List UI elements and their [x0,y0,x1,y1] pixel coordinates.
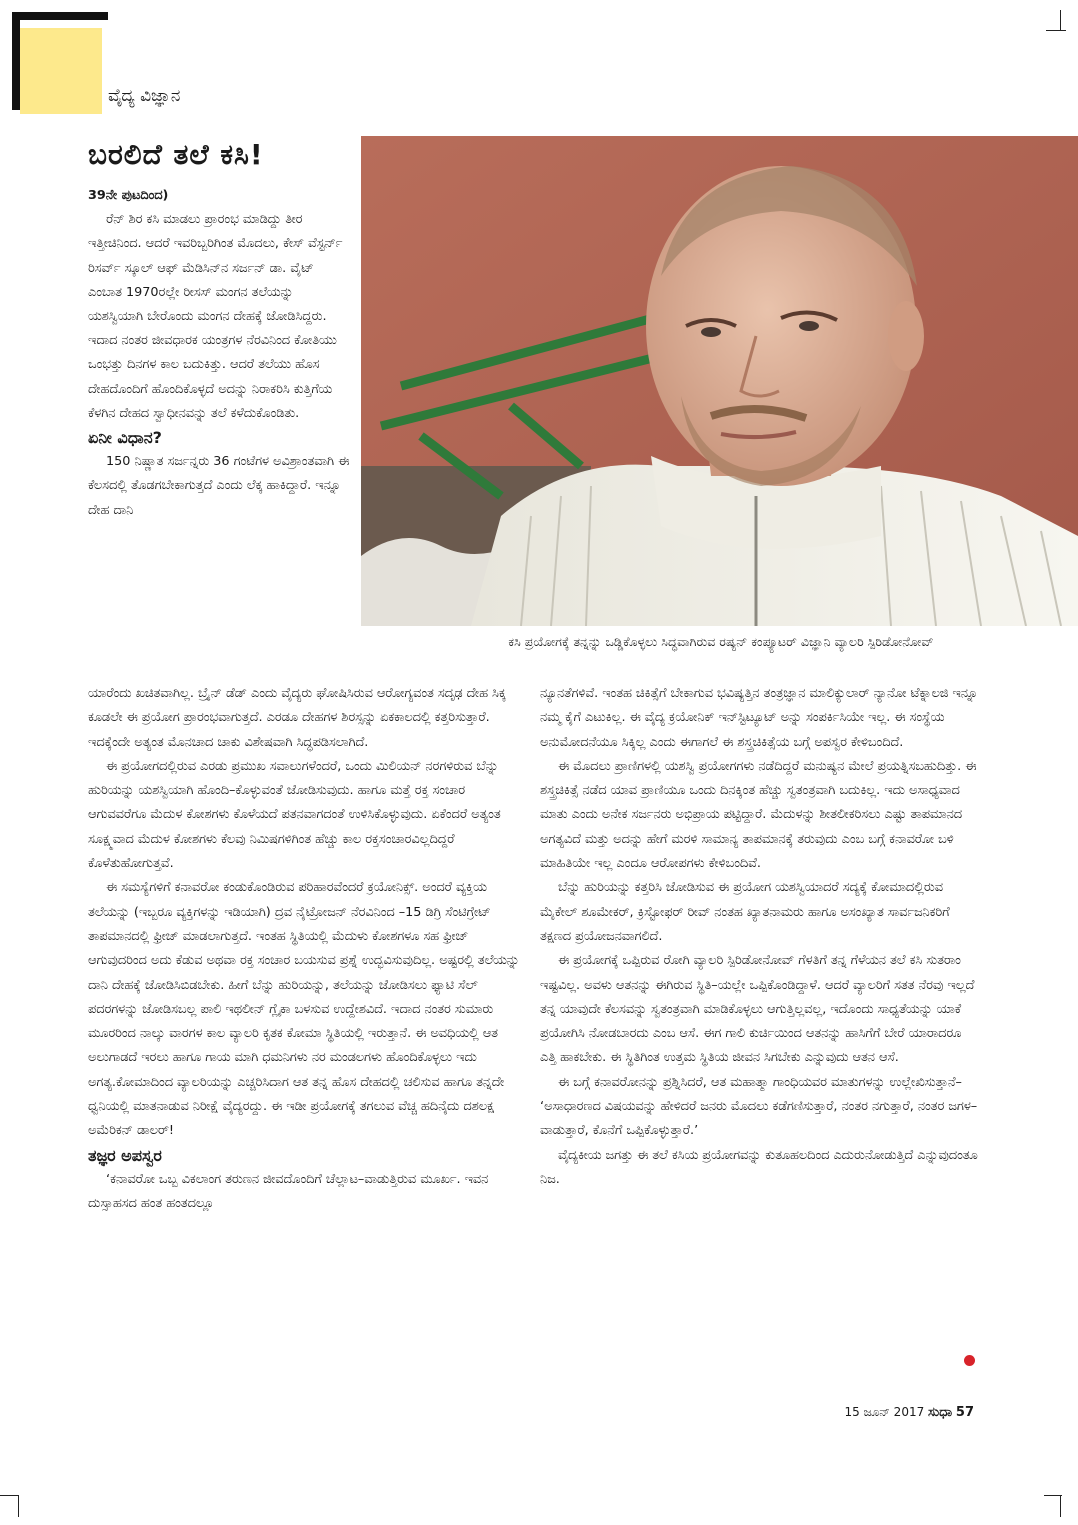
end-of-article-dot [964,1355,975,1366]
section-marker-bar [12,12,108,20]
section-marker-box [20,28,102,114]
subheading: ಏನೀ ವಿಧಾನ? [88,428,162,448]
paragraph: ನ್ಯೂನತೆಗಳಿವೆ. ಇಂತಹ ಚಿಕಿತ್ಸೆಗೆ ಬೇಕಾಗುವ ಭವಿಷ್ಯತ್ತಿನ ತಂತ್ರಜ್ಞಾನ ಮಾಲಿಕ್ಯುಲಾರ್ ನ್ಯಾನೋ ಟೆಕ್ನಾಲಜಿ ಇನ್ನೂ ನಮ್ಮ ಕೈಗೆ ಎಟುಕಿಲ್ಲ. ಈ ವೈದ್ಯ ಕ್ರಯೋನಿಕ್ ಇನ್‌ಸ್ಟಿಟ್ಯೂಟ್ ಅನ್ನು ಸಂಪರ್ಕಿಸಿಯೇ ಇಲ್ಲ. ಈ ಸಂಸ್ಥೆಯ ಅನುಮೋದನೆಯೂ ಸಿಕ್ಕಿಲ್ಲ ಎಂದು ಈಗಾಗಲೆ ಈ ಶಸ್ತ್ರಚಿಕಿತ್ಸೆಯ ಬಗ್ಗೆ ಅಪಸ್ವರ ಕೇಳಿಬಂದಿದೆ. [540,686,978,750]
paragraph: ಈ ಬಗ್ಗೆ ಕನಾವರೋನನ್ನು ಪ್ರಶ್ನಿಸಿದರೆ, ಆತ ಮಹಾತ್ಮಾ ಗಾಂಧಿಯವರ ಮಾತುಗಳನ್ನು ಉಲ್ಲೇಖಿಸುತ್ತಾನೆ– ‘ಅಸಾಧಾರಣದ ವಿಷಯವನ್ನು ಹೇಳಿದರೆ ಜನರು ಮೊದಲು ಕಡೆಗಣಿಸುತ್ತಾರೆ, ನಂತರ ನಗುತ್ತಾರೆ, ನಂತರ ಜಗಳ–ವಾಡುತ್ತಾರೆ, ಕೊನೆಗೆ ಒಪ್ಪಿಕೊಳ್ಳುತ್ತಾರೆ.’ [540,1074,978,1139]
article-photo [361,136,1078,626]
crop-mark [1060,10,1061,30]
paragraph: ಈ ಪ್ರಯೋಗಕ್ಕೆ ಒಪ್ಪಿರುವ ರೋಗಿ ವ್ಯಾಲರಿ ಸ್ಪಿರಿಡೋನೋವ್ ಗೆಳತಿಗೆ ತನ್ನ ಗೆಳೆಯನ ತಲೆ ಕಸಿ ಸುತರಾಂ ಇಷ್ಟವಿಲ್ಲ. ಅವಳು ಆತನನ್ನು ಈಗಿರುವ ಸ್ಥಿತಿ–ಯಲ್ಲೇ ಒಪ್ಪಿಕೊಂಡಿದ್ದಾಳೆ. ಆದರೆ ವ್ಯಾಲರಿಗೆ ಸತತ ನೆರವು ಇಲ್ಲದೆ ತನ್ನ ಯಾವುದೇ ಕೆಲಸವನ್ನು ಸ್ವತಂತ್ರವಾಗಿ ಮಾಡಿಕೊಳ್ಳಲು ಆಗುತ್ತಿಲ್ಲವಲ್ಲ, ಇದೊಂದು ಸಾಧ್ಯತೆಯನ್ನು ಯಾಕೆ ಪ್ರಯೋಗಿಸಿ ನೋಡಬಾರದು ಎಂಬ ಆಸೆ. ಈಗ ಗಾಲಿ ಕುರ್ಚಿಯಿಂದ ಆತನನ್ನು ಹಾಸಿಗೆಗೆ ಬೇರೆ ಯಾರಾದರೂ ಎತ್ತಿ ಹಾಕಬೇಕು. ಈ ಸ್ಥಿತಿಗಿಂತ ಉತ್ತಮ ಸ್ಥಿತಿಯ ಜೀವನ ಸಿಗಬೇಕು ಎನ್ನುವುದು ಆತನ ಆಸೆ. [540,953,975,1066]
paragraph: ಈ ಸಮಸ್ಯೆಗಳಿಗೆ ಕನಾವರೋ ಕಂಡುಕೊಂಡಿರುವ ಪರಿಹಾರವೆಂದರೆ ಕ್ರಯೋನಿಕ್ಸ್. ಅಂದರೆ ವ್ಯಕ್ತಿಯ ತಲೆಯನ್ನು (ಇಬ್ಬರೂ ವ್ಯಕ್ತಿಗಳನ್ನು ಇಡಿಯಾಗಿ) ದ್ರವ ನೈಟ್ರೋಜನ್ ನೆರವಿನಿಂದ –15 ಡಿಗ್ರಿ ಸೆಂಟಿಗ್ರೇಟ್ ತಾಪಮಾನದಲ್ಲಿ ಫ್ರೀಜ್ ಮಾಡಲಾಗುತ್ತದೆ. ಇಂತಹ ಸ್ಥಿತಿಯಲ್ಲಿ ಮೆದುಳು ಕೋಶಗಳೂ ಸಹ ಫ್ರೀಜ್ ಆಗುವುದರಿಂದ ಅದು ಕೆಡುವ ಅಥವಾ ರಕ್ತ ಸಂಚಾರ ಬಯಸುವ ಪ್ರಶ್ನೆ ಉದ್ಭವಿಸುವುದಿಲ್ಲ. ಅಷ್ಟರಲ್ಲಿ ತಲೆಯನ್ನು ದಾನಿ ದೇಹಕ್ಕೆ ಜೋಡಿಸಿಬಿಡಬೇಕು. ಹೀಗೆ ಬೆನ್ನು ಹುರಿಯನ್ನು, ತಲೆಯನ್ನು ಜೋಡಿಸಲು ಫ್ಯಾಟಿ ಸೆಲ್ ಪದರಗಳನ್ನು ಜೋಡಿಸಬಲ್ಲ ಪಾಲಿ ಇಥಲೀನ್ ಗ್ಲೈಕಾ ಬಳಸುವ ಉದ್ದೇಶವಿದೆ. ಇದಾದ ನಂತರ ಸುಮಾರು ಮೂರರಿಂದ ನಾಲ್ಕು ವಾರಗಳ ಕಾಲ ವ್ಯಾಲರಿ ಕೃತಕ ಕೋಮಾ ಸ್ಥಿತಿಯಲ್ಲಿ ಇರುತ್ತಾನೆ. ಈ ಅವಧಿಯಲ್ಲಿ ಆತ ಅಲುಗಾಡದೆ ಇರಲು ಹಾಗೂ ಗಾಯ ಮಾಗಿ ಧಮನಿಗಳು ನರ ಮಂಡಲಗಳು ಹೊಂದಿಕೊಳ್ಳಲು ಇದು ಅಗತ್ಯ.ಕೋಮಾದಿಂದ ವ್ಯಾಲರಿಯನ್ನು ಎಚ್ಚರಿಸಿದಾಗ ಆತ ತನ್ನ ಹೊಸ ದೇಹದಲ್ಲಿ ಚಲಿಸುವ ಹಾಗೂ ತನ್ನದೇ ಧ್ವನಿಯಲ್ಲಿ ಮಾತನಾಡುವ ನಿರೀಕ್ಷೆ ವೈದ್ಯರದ್ದು. ಈ ಇಡೀ ಪ್ರಯೋಗಕ್ಕೆ ತಗಲುವ ವೆಚ್ಚ ಹದಿನೈದು ದಶಲಕ್ಷ ಅಮೆರಿಕನ್ ಡಾಲರ್! [88,880,520,1139]
paragraph: ವೈದ್ಯಕೀಯ ಜಗತ್ತು ಈ ತಲೆ ಕಸಿಯ ಪ್ರಯೋಗವನ್ನು ಕುತೂಹಲದಿಂದ ಎದುರುನೋಡುತ್ತಿದೆ ಎನ್ನುವುದಂತೂ ನಿಜ. [540,1147,978,1187]
paragraph: ಈ ಪ್ರಯೋಗದಲ್ಲಿರುವ ಎರಡು ಪ್ರಮುಖ ಸವಾಲುಗಳೆಂದರೆ, ಒಂದು ಮಿಲಿಯನ್ ನರಗಳಿರುವ ಬೆನ್ನು ಹುರಿಯನ್ನು ಯಶಸ್ವಿಯಾಗಿ ಹೊಂದಿ–ಕೊಳ್ಳುವಂತೆ ಜೋಡಿಸುವುದು. ಹಾಗೂ ಮತ್ತೆ ರಕ್ತ ಸಂಚಾರ ಆಗುವವರೆಗೂ ಮೆದುಳ ಕೋಶಗಳು ಕೊಳೆಯದೆ ಪತನವಾಗದಂತೆ ಉಳಿಸಿಕೊಳ್ಳುವುದು. ಏಕೆಂದರೆ ಅತ್ಯಂತ ಸೂಕ್ಷ್ಮವಾದ ಮೆದುಳ ಕೋಶಗಳು ಕೆಲವು ನಿಮಿಷಗಳಿಗಿಂತ ಹೆಚ್ಚು ಕಾಲ ರಕ್ತಸಂಚಾರವಿಲ್ಲದಿದ್ದರೆ ಕೊಳೆತುಹೋಗುತ್ತವೆ. [88,758,501,872]
paragraph: ಯಾರೆಂದು ಖಚಿತವಾಗಿಲ್ಲ. ಬ್ರೈನ್ ಡೆಡ್ ಎಂದು ವೈದ್ಯರು ಘೋಷಿಸಿರುವ ಆರೋಗ್ಯವಂತ ಸದೃಢ ದೇಹ ಸಿಕ್ಕ ಕೂಡಲೇ ಈ ಪ್ರಯೋಗ ಪ್ರಾರಂಭವಾಗುತ್ತದೆ. ಎರಡೂ ದೇಹಗಳ ಶಿರಸ್ಸನ್ನು ಏಕಕಾಲದಲ್ಲಿ ಕತ್ತರಿಸುತ್ತಾರೆ. ಇದಕ್ಕೆಂದೇ ಅತ್ಯಂತ ಮೊನಚಾದ ಚಾಕು ವಿಶೇಷವಾಗಿ ಸಿದ್ಧಪಡಿಸಲಾಗಿದೆ. [88,686,506,750]
portrait-illustration [361,136,1078,626]
magazine-name: ಸುಧಾ [928,1405,953,1420]
paragraph: ‘ಕನಾವರೋ ಒಬ್ಬ ವಿಕಲಾಂಗ ತರುಣನ ಜೀವದೊಂದಿಗೆ ಚೆಲ್ಲಾಟ–ವಾಡುತ್ತಿರುವ ಮೂರ್ಖ. ಇವನ ದುಸ್ಸಾಹಸದ ಹಂತ ಹಂತದಲ್ಲೂ [88,1171,489,1212]
page-footer [845,1405,975,1420]
crop-mark [1060,1495,1061,1517]
paragraph: 150 ನಿಷ್ಣಾತ ಸರ್ಜನ್ನರು 36 ಗಂಟೆಗಳ ಅವಿಶ್ರಾಂತವಾಗಿ ಈ ಕೆಲಸದಲ್ಲಿ ತೊಡಗಬೇಕಾಗುತ್ತದೆ ಎಂದು ಲೆಕ್ಕ ಹಾಕಿದ್ದಾರೆ. ಇನ್ನೂ ದೇಹ ದಾನಿ [88,454,350,518]
paragraph: ಬೆನ್ನು ಹುರಿಯನ್ನು ಕತ್ತರಿಸಿ ಜೋಡಿಸುವ ಈ ಪ್ರಯೋಗ ಯಶಸ್ವಿಯಾದರೆ ಸದ್ಯಕ್ಕೆ ಕೋಮಾದಲ್ಲಿರುವ ಮೈಕೇಲ್ ಶೂಮೇಕರ್, ಕ್ರಿಸ್ಟೋಫರ್ ರೀವ್ ನಂತಹ ಖ್ಯಾತನಾಮರು ಹಾಗೂ ಅಸಂಖ್ಯಾತ ಸಾರ್ವಜನಿಕರಿಗೆ ತಕ್ಷಣದ ಪ್ರಯೋಜನವಾಗಲಿದೆ. [540,880,950,944]
photo-caption: ಕಸಿ ಪ್ರಯೋಗಕ್ಕೆ ತನ್ನನ್ನು ಒಡ್ಡಿಕೊಳ್ಳಲು ಸಿದ್ಧವಾಗಿರುವ ರಷ್ಯನ್ ಕಂಪ್ಯೂಟರ್ ವಿಜ್ಞಾನಿ ವ್ಯಾಲರಿ ಸ್ಪಿರಿಡೋನೋವ್ [508,634,934,649]
article-column-left-bottom [88,682,520,1217]
section-title: ವೈದ್ಯ ವಿಜ್ಞಾನ [108,86,181,106]
paragraph: ಈ ಮೊದಲು ಪ್ರಾಣಿಗಳಲ್ಲಿ ಯಶಸ್ವಿ ಪ್ರಯೋಗಗಳು ನಡೆದಿದ್ದರೆ ಮನುಷ್ಯನ ಮೇಲೆ ಪ್ರಯತ್ನಿಸಬಹುದಿತ್ತು. ಈ ಶಸ್ತ್ರಚಿಕಿತ್ಸೆ ನಡೆದ ಯಾವ ಪ್ರಾಣಿಯೂ ಒಂದು ದಿನಕ್ಕಿಂತ ಹೆಚ್ಚು ಸ್ವತಂತ್ರವಾಗಿ ಬದುಕಿಲ್ಲ. ಇದು ಅಸಾಧ್ಯವಾದ ಮಾತು ಎಂದು ಅನೇಕ ಸರ್ಜನರು ಅಭಿಪ್ರಾಯ ಪಟ್ಟಿದ್ದಾರೆ. ಮೆದುಳನ್ನು ಶೀತಲೀಕರಿಸಲು ಎಷ್ಟು ತಾಪಮಾನದ ಅಗತ್ಯವಿದೆ ಮತ್ತು ಅದನ್ನು ಹೇಗೆ ಮರಳಿ ಸಾಮಾನ್ಯ ತಾಪಮಾನಕ್ಕೆ ತರುವುದು ಎಂಬ ಬಗ್ಗೆ ಕನಾವರೋ ಬಳಿ ಮಾಹಿತಿಯೇ ಇಲ್ಲ ಎಂದೂ ಆರೋಪಗಳು ಕೇಳಿಬಂದಿವೆ. [540,758,977,872]
subheading: ತಜ್ಞರ ಅಪಸ್ವರ [88,1145,162,1165]
section-marker-bar [12,12,20,110]
crop-mark [1044,1495,1062,1496]
page-number: 57 [955,1405,974,1420]
paragraph: ರೆನ್ ಶಿರ ಕಸಿ ಮಾಡಲು ಪ್ರಾರಂಭ ಮಾಡಿದ್ದು ತೀರ ಇತ್ತೀಚಿನಿಂದ. ಆದರೆ ಇವರಿಬ್ಬರಿಗಿಂತ ಮೊದಲು, ಕೇಸ್ ವೆಸ್ಟರ್ನ್ ರಿಸರ್ವ್ ಸ್ಕೂಲ್ ಆಫ್ ಮೆಡಿಸಿನ್‌ನ ಸರ್ಜನ್ ಡಾ. ವೈಟ್ ಎಂಬಾತ 1970ರಲ್ಲೇ ರೀಸಸ್ ಮಂಗನ ತಲೆಯನ್ನು ಯಶಸ್ವಿಯಾಗಿ ಬೇರೊಂದು ಮಂಗನ ದೇಹಕ್ಕೆ ಜೋಡಿಸಿದ್ದರು. ಇದಾದ ನಂತರ ಜೀವಧಾರಕ ಯಂತ್ರಗಳ ನೆರವಿನಿಂದ ಕೋತಿಯು ಒಂಭತ್ತು ದಿನಗಳ ಕಾಲ ಬದುಕಿತ್ತು. ಆದರೆ ತಲೆಯು ಹೊಸ ದೇಹದೊಂದಿಗೆ ಹೊಂದಿಕೊಳ್ಳದೆ ಅದನ್ನು ನಿರಾಕರಿಸಿ ಕುತ್ತಿಗೆಯ ಕೆಳಗಿನ ದೇಹದ ಸ್ವಾಧೀನವನ್ನು ತಲೆ ಕಳೆದುಕೊಂಡಿತು. [88,212,343,421]
continued-from: 39ನೇ ಪುಟದಿಂದ) [88,188,169,203]
article-headline: ಬರಲಿದೆ ತಲೆ ಕಸಿ! [88,138,264,171]
article-column-right [540,682,980,1192]
crop-mark [1046,30,1066,31]
crop-mark [18,1495,19,1517]
issue-date: 15 ಜೂನ್ 2017 [844,1405,925,1419]
crop-mark [0,1495,18,1496]
article-column-left-top [88,184,350,523]
